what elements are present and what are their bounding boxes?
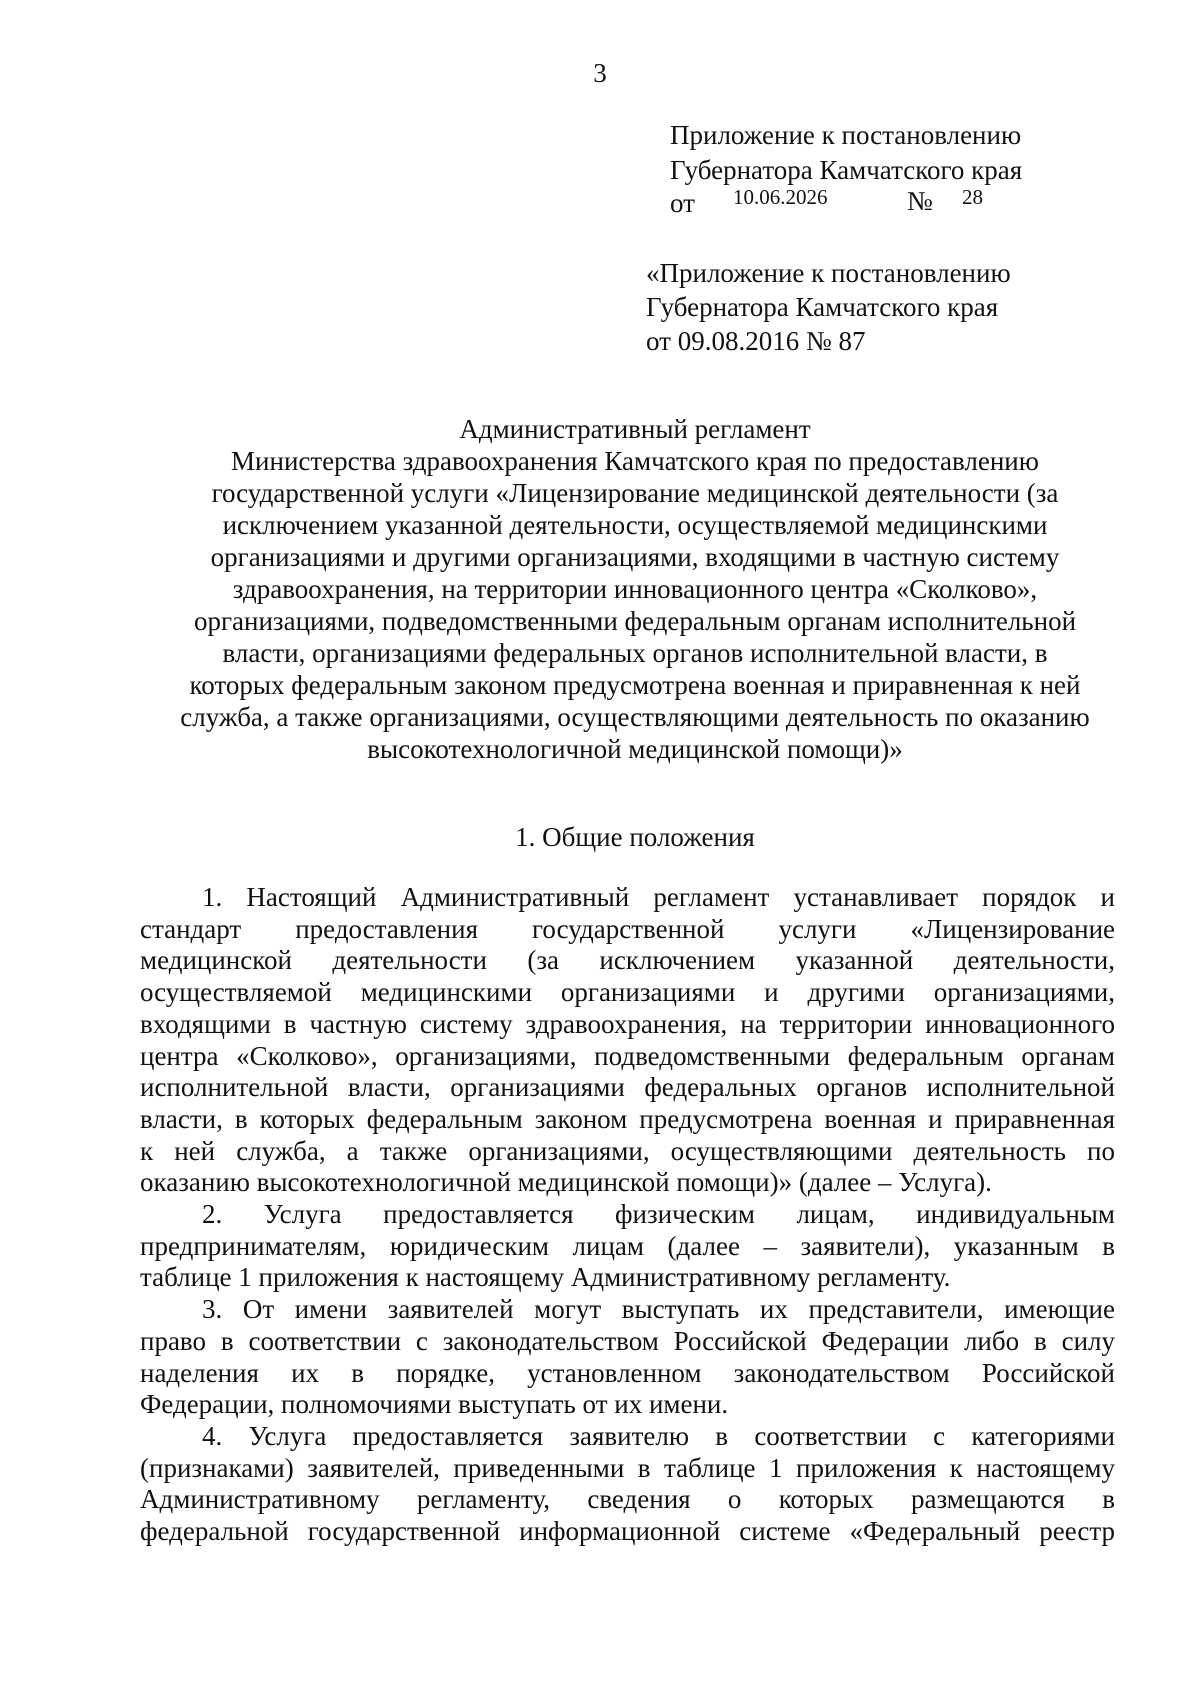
title-line: государственной услуги «Лицензирование медицинской деятельности (за — [211, 478, 1059, 508]
attachment-line-1: Приложение к постановлению — [670, 120, 1022, 150]
section-heading: 1. Общие положения — [515, 822, 755, 852]
attachment-line-2: Губернатора Камчатского края — [670, 155, 1023, 185]
paragraph-line: 1. Настоящий Административный регламент устанавливает порядок и — [202, 882, 1115, 912]
paragraph-line: стандарт предоставления государственной услуги «Лицензирование — [140, 913, 1115, 944]
attachment-number-label: № — [907, 186, 933, 216]
paragraph-line: Административному регламенту, сведения о которых размещаются в — [140, 1484, 1115, 1515]
paragraph-line: Федерации, полномочиями выступать от их имени. — [140, 1389, 729, 1420]
paragraph-line: право в соответствии с законодательством Российской Федерации либо в силу — [140, 1325, 1115, 1356]
title-line: Министерства здравоохранения Камчатского края по предоставлению — [231, 446, 1039, 476]
paragraph-line: власти, в которых федеральным законом предусмотрена военная и приравненная — [140, 1103, 1115, 1134]
paragraph-line: входящими в частную систему здравоохранения, на территории инновационного — [140, 1008, 1115, 1039]
original-attachment-line-3: от 09.08.2016 № 87 — [646, 326, 866, 356]
title-line: власти, организациями федеральных органов исполнительной власти, в — [222, 638, 1048, 668]
paragraph-line: наделения их в порядке, установленном законодательством Российской — [140, 1357, 1115, 1388]
title-line: организациями и другими организациями, входящими в частную систему — [210, 542, 1060, 572]
paragraph-line: центра «Сколково», организациями, подведомственными федеральным органам — [140, 1040, 1115, 1071]
paragraph-line: медицинской деятельности (за исключением указанной деятельности, — [140, 945, 1115, 976]
original-attachment-line-1: «Приложение к постановлению — [646, 258, 1011, 288]
title-line: высокотехнологичной медицинской помощи)» — [367, 734, 903, 764]
paragraph-line: таблице 1 приложения к настоящему Административному регламенту. — [140, 1262, 951, 1293]
title-line: организациями, подведомственными федеральным органам исполнительной — [193, 606, 1077, 636]
paragraph-line: 2. Услуга предоставляется физическим лицам, индивидуальным — [202, 1199, 1115, 1230]
paragraph-line: 4. Услуга предоставляется заявителю в соответствии с категориями — [202, 1420, 1115, 1451]
title-line: здравоохранения, на территории инновационного центра «Сколково», — [232, 574, 1038, 604]
attachment-number: 28 — [962, 185, 983, 209]
paragraph-line: оказанию высокотехнологичной медицинской помощи)» (далее – Услуга). — [140, 1167, 992, 1198]
document-body — [140, 882, 1115, 1548]
paragraph-line: осуществляемой медицинскими организациями и другими организациями, — [140, 977, 1115, 1008]
paragraph-line: предпринимателям, юридическим лицам (далее – заявители), указанным в — [140, 1230, 1115, 1261]
page-number: 3 — [593, 58, 607, 88]
paragraph-line: (признаками) заявителей, приведенными в таблице 1 приложения к настоящему — [140, 1452, 1115, 1483]
attachment-from-label: от — [670, 188, 695, 218]
paragraph-line: 3. От имени заявителей могут выступать их представители, имеющие — [202, 1294, 1115, 1325]
paragraph-line: федеральной государственной информационной системе «Федеральный реестр — [140, 1516, 1115, 1547]
paragraph-line: исполнительной власти, организациями федеральных органов исполнительной — [140, 1072, 1115, 1103]
attachment-date: 10.06.2026 — [733, 185, 828, 209]
title-line: которых федеральным законом предусмотрена военная и приравненная к ней — [189, 670, 1081, 700]
paragraph-line: к ней служба, а также организациями, осуществляющими деятельность по — [140, 1135, 1115, 1166]
original-attachment-line-2: Губернатора Камчатского края — [646, 292, 999, 322]
title-line: служба, а также организациями, осуществляющими деятельность по оказанию — [180, 702, 1090, 732]
title-line: Административный регламент — [459, 414, 811, 444]
title-line: исключением указанной деятельности, осуществляемой медицинскими — [222, 510, 1048, 540]
document-title — [140, 413, 1130, 765]
